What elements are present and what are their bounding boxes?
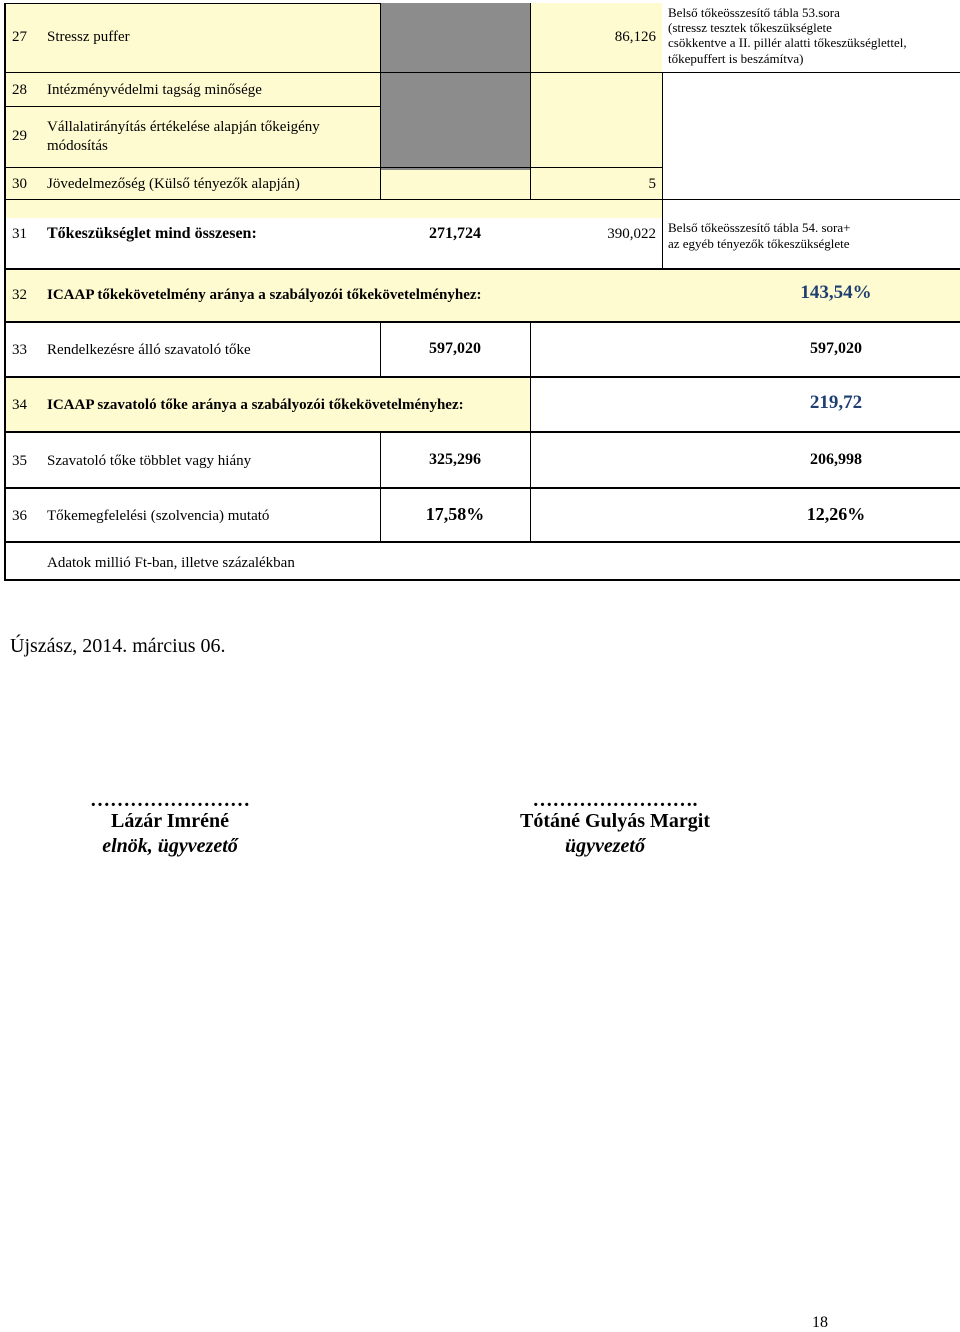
row-value-a: 325,296	[429, 451, 481, 468]
ratio-value: 143,54%	[800, 282, 872, 303]
signature-dots-2: …………………….	[532, 789, 698, 811]
row-value-a: 597,020	[429, 340, 481, 357]
row-value-a: 17,58%	[425, 504, 485, 524]
row-number: 29	[12, 128, 27, 144]
row-number: 28	[12, 82, 27, 98]
signer-title-1: elnök, ügyvezető	[102, 835, 238, 857]
row-label: Tőkeszükséglet mind összesen:	[47, 225, 257, 242]
row-value-b: 206,998	[810, 451, 862, 468]
row-label: Rendelkezésre álló szavatoló tőke	[47, 342, 251, 358]
table-footnote: Adatok millió Ft-ban, illetve százalékban	[47, 555, 295, 571]
row-label: Jövedelmezőség (Külső tényezők alapján)	[47, 176, 300, 192]
row-label: Stressz puffer	[47, 29, 130, 45]
row-label: Tőkemegfelelési (szolvencia) mutató	[47, 508, 270, 524]
row-note: Belső tőkeösszesítő tábla 53.sora	[668, 5, 840, 20]
row-label: Intézményvédelmi tagság minősége	[47, 82, 262, 98]
row-value: 86,126	[614, 29, 656, 45]
row-note: csökkentve a II. pillér alatti tőkeszükséglettel,	[668, 35, 907, 50]
grey-cell-column	[380, 3, 530, 170]
row-label: Szavatoló tőke többlet vagy hiány	[47, 453, 252, 469]
row-label: módosítás	[47, 138, 108, 154]
signature-dots-1: ……………………	[90, 789, 250, 811]
signer-title-2: ügyvezető	[565, 835, 645, 857]
row-number: 32	[12, 287, 27, 303]
row-note: az egyéb tényezők tőkeszükséglete	[668, 236, 850, 251]
row-value: 5	[648, 176, 656, 192]
row-number: 36	[12, 508, 27, 524]
row-value-b: 12,26%	[806, 504, 866, 524]
row-value-b: 390,022	[607, 226, 656, 242]
row-label: ICAAP szavatoló tőke aránya a szabályozói tőkekövetelményhez:	[47, 397, 464, 413]
row-number: 27	[12, 29, 27, 45]
signer-name-1: Lázár Imréné	[111, 810, 229, 832]
row-number: 33	[12, 342, 27, 358]
row-label: ICAAP tőkekövetelmény aránya a szabályozói tőkekövetelményhez:	[47, 287, 482, 303]
row-note: Belső tőkeösszesítő tábla 54. sora+	[668, 220, 851, 235]
row-number: 30	[12, 176, 27, 192]
signer-name-2: Tótáné Gulyás Margit	[520, 810, 710, 832]
row-note: tőkepuffert is beszámítva)	[668, 51, 804, 66]
row-value-b: 597,020	[810, 340, 862, 357]
row-value-a: 271,724	[429, 225, 481, 242]
row-note: (stressz tesztek tőkeszükséglete	[668, 20, 832, 35]
row-number: 34	[12, 397, 27, 413]
page-number: 18	[812, 1314, 828, 1331]
place-date: Újszász, 2014. március 06.	[10, 635, 226, 657]
row-label: Vállalatirányítás értékelése alapján tőkeigény	[47, 119, 320, 135]
row-number: 35	[12, 453, 27, 469]
row-number: 31	[12, 226, 27, 242]
ratio-value: 219,72	[809, 392, 863, 413]
